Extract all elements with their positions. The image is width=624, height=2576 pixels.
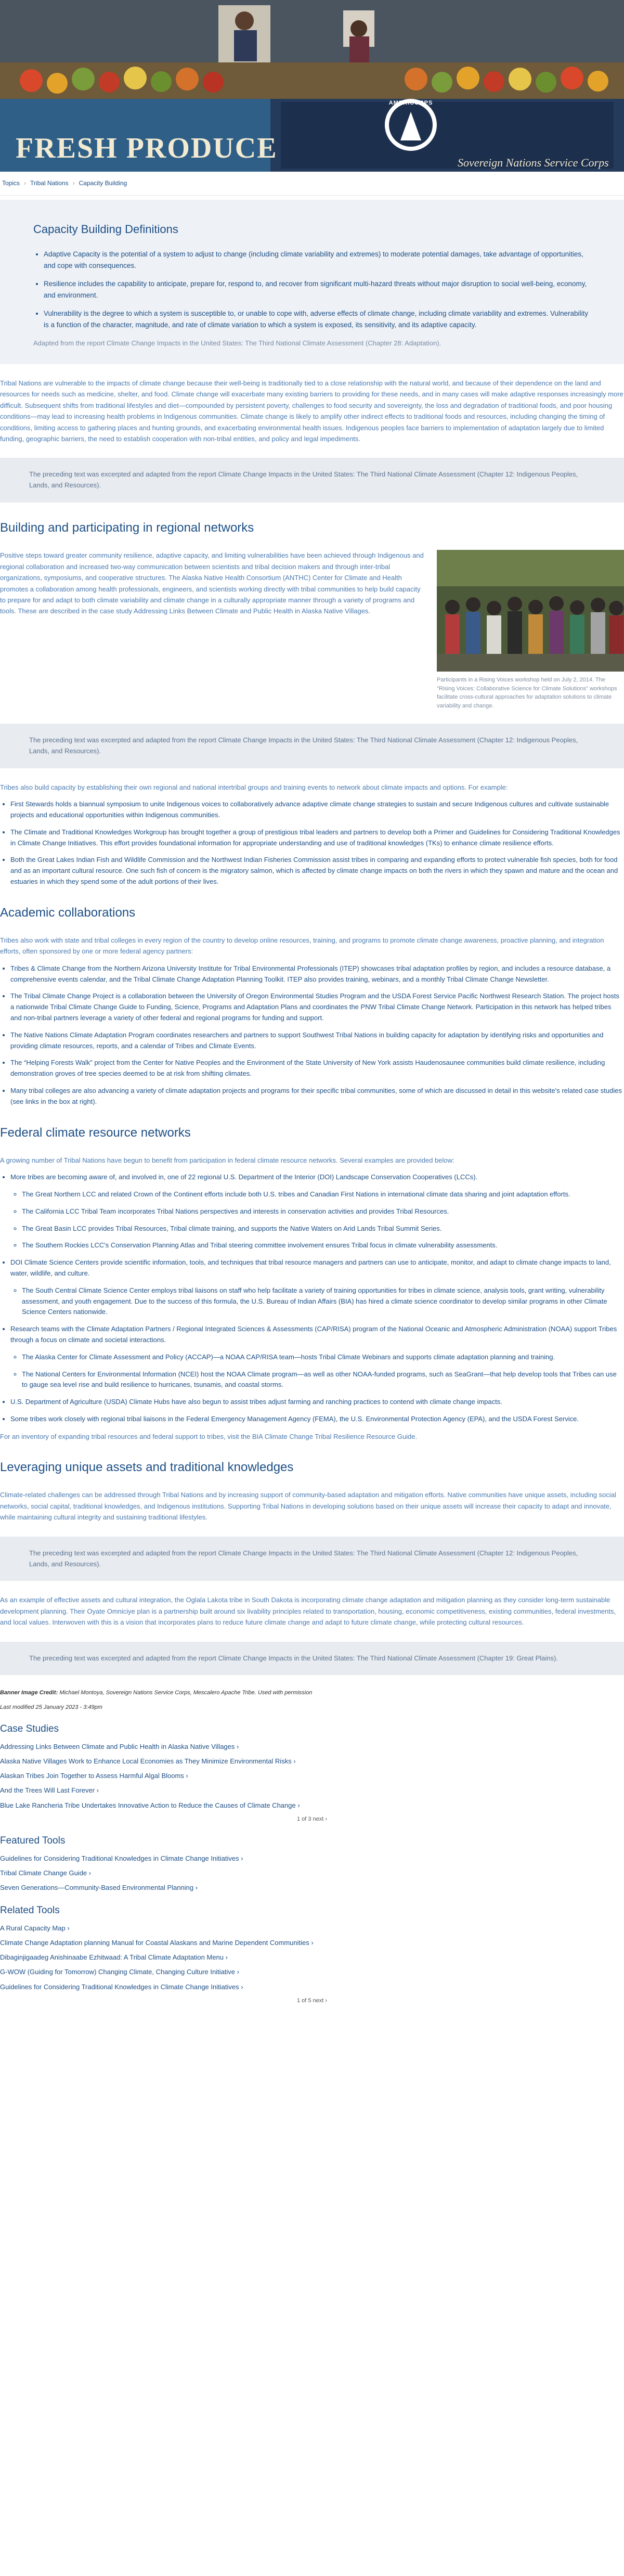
- related-tool-link[interactable]: Guidelines for Considering Traditional Knowledges in Climate Change Initiatives ›: [0, 1982, 243, 1991]
- regional-block: [0, 550, 624, 710]
- section-title-regional: Building and participating in regional networks: [0, 521, 254, 535]
- case-study-link[interactable]: Alaskan Tribes Join Together to Assess Harmful Algal Blooms ›: [0, 1772, 188, 1780]
- section-title-leveraging: Leveraging unique assets and traditional knowledges: [0, 1460, 294, 1475]
- definitions-title: Capacity Building Definitions: [33, 223, 178, 236]
- federal-list: [0, 1172, 624, 1425]
- list-item-text: DOI Climate Science Centers provide scientific information, tools, and techniques that tribal resource managers and partners can use to anticipate, monitor, and adapt to climate change impacts to land, water, wildlife, and culture.: [10, 1258, 611, 1278]
- academic-list: [0, 963, 624, 1107]
- list-item: [10, 1324, 624, 1390]
- breadcrumb: [0, 172, 624, 196]
- list-item-text: More tribes are becoming aware of, and involved in, one of 22 regional U.S. Department of the Interior (DOI) Landscape Conservation Cooperatives (LCCs).: [10, 1173, 478, 1181]
- list-item: • The Native Nations Climate Adaptation Program coordinates researchers and partners to support Southwest Tribal Nations in building capacity for adaptation by identifying risks and opportunities and providing climate resources, reports, and a calendar of Tribes and Climate Events.: [10, 1030, 624, 1052]
- case-study-link[interactable]: And the Trees Will Last Forever ›: [0, 1786, 99, 1795]
- intro-paragraph: Tribal Nations are vulnerable to the impacts of climate change because their well-being is traditionally tied to a close relationship with the natural world, and because of their dependence on the land and resources for needs such as medicine, shelter, and food. Climate change will exacerbate many existing barriers to providing for these needs, and in many cases will make adaptive responses increasingly more difficult. Subsequent shifts from traditional lifestyles and diet—compounded by persistent poverty, challenges to food security and sovereignty, the loss and degradation of traditional foods, and poor housing conditions—may lead to increasing health problems in Indigenous communities. Climate change is likely to amplify other indirect effects to traditional foods and resources, including changing the timing of conditions, limiting access to gathering places and hunting grounds, and exacerbating environmental health issues. Indigenous peoples face barriers to implementation of adaptation largely due to limited funding, geographic barriers, the need to establish cooperation with non-tribal entities, and policy and legal impediments.: [0, 379, 623, 443]
- breadcrumb-tribal-nations[interactable]: Tribal Nations: [30, 179, 69, 187]
- featured-tools-title: Featured Tools: [0, 1835, 66, 1846]
- sub-list-item: ◦ The Alaska Center for Climate Assessment and Policy (ACCAP)—a NOAA CAP/RISA team—hosts Tribal Climate Webinars and supports climate adaptation planning and training.: [22, 1352, 624, 1363]
- sub-list-item: ◦ The Great Northern LCC and related Crown of the Continent efforts include both U.S. tribes and Canadian First Nations in international climate data sharing and joint adaptation efforts.: [22, 1189, 624, 1200]
- list-item: • U.S. Department of Agriculture (USDA) Climate Hubs have also begun to assist tribes adjust farming and ranching practices to contend with climate change impacts.: [10, 1397, 624, 1408]
- main-content: [0, 200, 624, 2005]
- list-item: [10, 1257, 624, 1318]
- case-study-link[interactable]: Addressing Links Between Climate and Public Health in Alaska Native Villages ›: [0, 1742, 239, 1750]
- list-item-text: Research teams with the Climate Adaptation Partners / Regional Integrated Sciences & Assessments (CAP/RISA) program of the National Oceanic and Atmospheric Administration (NOAA) support Tribes through a focus on climate and societal interactions.: [10, 1325, 617, 1344]
- definitions-source: Adapted from the report Climate Change Impacts in the United States: The Third National Climate Assessment (Chapter 28: Adaptation).: [33, 339, 441, 347]
- section-title-federal: Federal climate resource networks: [0, 1125, 191, 1140]
- case-studies-pager[interactable]: 1 of 3 next ›: [296, 1815, 328, 1822]
- hero-sign-right: Sovereign Nations Service Corps: [458, 156, 609, 169]
- excerpt-note: The preceding text was excerpted and adapted from the report Climate Change Impacts in the United States: The Third National Climate Assessment (Chapter 12: Indigenous Peoples, Lands, and Resources).: [0, 1537, 624, 1581]
- case-studies-title: Case Studies: [0, 1723, 59, 1734]
- related-tools-pager[interactable]: 1 of 5 next ›: [296, 1997, 328, 2004]
- banner-credit-text: Michael Montoya, Sovereign Nations Service Corps, Mescalero Apache Tribe. Used with permission: [59, 1690, 313, 1696]
- list-item: • Both the Great Lakes Indian Fish and Wildlife Commission and the Northwest Indian Fisheries Commission assist tribes in comparing and expanding efforts to protect vulnerable fish species, both for food and as an important cultural resource. One such fish of concern is the migratory salmon, which is affected by climate change impacts on both the rivers in which they spawn and mature and the ocean and estuaries in which they spend some of the adult portions of their lives.: [10, 855, 624, 887]
- breadcrumb-separator: ›: [72, 179, 75, 187]
- case-study-link[interactable]: Alaska Native Villages Work to Enhance Local Economies as They Minimize Environmental Risks ›: [0, 1757, 296, 1766]
- workshop-caption: Participants in a Rising Voices workshop held on July 2, 2014. The "Rising Voices: Collaborative Science for Climate Solutions" workshops facilitate cross-cultural approaches for adaptation solutions to climate variability and change.: [437, 677, 617, 709]
- hero-seal-text: AMERICORPS: [388, 100, 433, 106]
- workshop-figure: [437, 550, 624, 710]
- definitions-box: [0, 200, 624, 364]
- sub-list-item: ◦ The Great Basin LCC provides Tribal Resources, Tribal climate training, and supports the Native Waters on Arid Lands Tribal Summit Series.: [22, 1223, 624, 1234]
- federal-intro: A growing number of Tribal Nations have begun to benefit from participation in federal climate resource networks. Several examples are provided below:: [0, 1156, 454, 1164]
- related-tool-link[interactable]: Dibaginjigaadeg Anishinaabe Ezhitwaad: A Tribal Climate Adaptation Menu ›: [0, 1953, 228, 1962]
- list-item: • First Stewards holds a biannual symposium to unite Indigenous voices to collaboratively advance adaptive climate change strategies to sustain and secure Indigenous cultures and cultivate sustainable projects and educational opportunities within Indigenous communities.: [10, 799, 624, 821]
- sub-list-item: ◦ The California LCC Tribal Team incorporates Tribal Nations perspectives and interests in conservation activities and provides Tribal Resources.: [22, 1206, 624, 1217]
- hero-sign-left: FRESH PRODUCE: [16, 132, 278, 164]
- case-studies: [0, 1721, 624, 2005]
- leveraging-text: Climate-related challenges can be addressed through Tribal Nations and by increasing support of community-based adaptation and mitigation efforts. Native communities have unique assets, including social networks, social capital, traditional knowledges, and Indigenous institutions. Supporting Tribal Nations in developing solutions based on their unique assets will increase their capacity to adapt and innovate, while maintaining cultural integrity and sustaining traditional lifestyles.: [0, 1491, 616, 1522]
- list-item: • The Tribal Climate Change Project is a collaboration between the University of Oregon Environmental Studies Program and the USDA Forest Service Pacific Northwest Research Station. The project hosts a nationwide Tribal Climate Change Guide to Funding, Science, Programs and Adaptation Plans and coordinates the PNW Tribal Climate Change Network. Participation in this network has helped tribes and non-tribal partners leverage a variety of other federal and regional programs for funding and support.: [10, 991, 624, 1023]
- workshop-photo: [437, 550, 624, 672]
- last-modified-date: 25 January 2023 - 3:49pm: [35, 1704, 102, 1710]
- last-modified-label: Last modified: [0, 1704, 34, 1710]
- sub-list-item: ◦ The National Centers for Environmental Information (NCEI) host the NOAA Climate program—as well as other NOAA-funded programs, such as SeaGrant—that help develop tools that Tribes can use to gauge sea level rise and build resilience to hurricanes, tsunamis, and coastal storms.: [22, 1369, 624, 1391]
- hero-banner: [0, 0, 624, 172]
- excerpt-note: The preceding text was excerpted and adapted from the report Climate Change Impacts in the United States: The Third National Climate Assessment (Chapter 19: Great Plains).: [0, 1642, 624, 1676]
- featured-tool-link[interactable]: Seven Generations—Community-Based Environmental Planning ›: [0, 1884, 198, 1892]
- definition-vulnerability: • Vulnerability is the degree to which a system is susceptible to, or unable to cope with, adverse effects of climate change, including climate variability and extremes. Vulnerability is a function of the character, magnitude, and rate of climate variation to which a system is exposed, its sensitivity, and its adaptive capacity.: [44, 308, 591, 330]
- regional-intro: Tribes also build capacity by establishing their own regional and national intertribal groups and training events to network about climate impacts and options. For example:: [0, 783, 508, 791]
- last-modified: [0, 1703, 624, 1712]
- excerpt-note: The preceding text was excerpted and adapted from the report Climate Change Impacts in the United States: The Third National Climate Assessment (Chapter 12: Indigenous Peoples, Lands, and Resources).: [0, 458, 624, 503]
- regional-text: Positive steps toward greater community resilience, adaptive capacity, and limiting vulnerabilities have been achieved through Indigenous and regional collaboration and increased two-way communication between scientists and tribal decision makers and through inter-tribal organizations, symposiums, and cooperative structures. The Alaska Native Health Consortium (ANTHC) Center for Climate and Health promotes a collaboration among health professionals, engineers, and scientists working directly with tribal communities to help build capacity to prepare for and adapt to both climate variability and climate change in a culturally appropriate manner through a variety of programs and tools. These are described in the case study Addressing Links Between Climate and Public Health in Alaska Native Villages.: [0, 551, 424, 615]
- related-tool-link[interactable]: G-WOW (Guiding for Tomorrow) Changing Climate, Changing Culture Initiative ›: [0, 1968, 239, 1976]
- featured-tool-link[interactable]: Guidelines for Considering Traditional Knowledges in Climate Change Initiatives ›: [0, 1854, 243, 1863]
- featured-tool-link[interactable]: Tribal Climate Change Guide ›: [0, 1869, 92, 1877]
- sub-list-item: ◦ The Southern Rockies LCC's Conservation Planning Atlas and Tribal steering committee involvement ensures Tribal focus in climate vulnerability assessments.: [22, 1240, 624, 1251]
- breadcrumb-separator: ›: [24, 179, 27, 187]
- banner-credit-label: Banner Image Credit:: [0, 1690, 58, 1696]
- breadcrumb-topics[interactable]: Topics: [2, 179, 20, 187]
- list-item: • Tribes & Climate Change from the Northern Arizona University Institute for Tribal Environmental Professionals (ITEP) showcases tribal adaptation profiles by region, and includes a resource database, a comprehensive events calendar, and the Tribal Climate Change Adaptation Planning Toolkit. ITEP also provides training, webinars, and a monthly Tribal Climate Change Newsletter.: [10, 963, 624, 985]
- banner-credit: [0, 1689, 624, 1697]
- definition-adaptive-capacity: • Adaptive Capacity is the potential of a system to adjust to change (including climate variability and extremes) to moderate potential damages, take advantage of opportunities, and cope with consequences.: [44, 249, 591, 271]
- definition-resilience: • Resilience includes the capability to anticipate, prepare for, respond to, and recover from significant multi-hazard threats without major disruption to social well-being, economy, and environment.: [44, 278, 591, 301]
- federal-outro: For an inventory of expanding tribal resources and federal support to tribes, visit the BIA Climate Change Tribal Resilience Resource Guide.: [0, 1432, 418, 1440]
- related-tool-link[interactable]: Climate Change Adaptation planning Manual for Coastal Alaskans and Marine Dependent Communities ›: [0, 1939, 314, 1947]
- related-tool-link[interactable]: A Rural Capacity Map ›: [0, 1924, 70, 1933]
- excerpt-note: The preceding text was excerpted and adapted from the report Climate Change Impacts in the United States: The Third National Climate Assessment (Chapter 12: Indigenous Peoples, Lands, and Resources).: [0, 724, 624, 768]
- list-item: • Many tribal colleges are also advancing a variety of climate adaptation projects and programs for their specific tribal communities, some of which are discussed in detail in this website's related case studies (see links in the box at right).: [10, 1086, 624, 1107]
- related-tools-title: Related Tools: [0, 1904, 60, 1916]
- breadcrumb-capacity-building[interactable]: Capacity Building: [79, 179, 127, 187]
- sub-list-item: ◦ The South Central Climate Science Center employs tribal liaisons on staff who help facilitate a variety of training opportunities for tribes in climate science, analysis tools, grant writing, vulnerability assessment, and youth engagement. Due to the success of this formula, the U.S. Bureau of Indian Affairs (BIA) has hired a climate science coordinator to develop similar programs in other Climate Science Centers nationwide.: [22, 1285, 624, 1318]
- regional-list: [0, 799, 624, 887]
- list-item: • The “Helping Forests Walk” project from the Center for Native Peoples and the Environment of the State University of New York assists Haudenosaunee communities build climate resilience, including demonstration groves of tree species deemed to be at risk from shifting climates.: [10, 1058, 624, 1079]
- section-title-academic: Academic collaborations: [0, 905, 136, 920]
- case-study-link[interactable]: Blue Lake Rancheria Tribe Undertakes Innovative Action to Reduce the Causes of Climate Change ›: [0, 1801, 300, 1809]
- academic-intro: Tribes also work with state and tribal colleges in every region of the country to develop online resources, training, and programs to promote climate change awareness, proactive planning, and integration efforts, often sponsored by one or more federal agency partners:: [0, 936, 604, 956]
- list-item: • The Climate and Traditional Knowledges Workgroup has brought together a group of prestigious tribal leaders and partners to develop both a Primer and Guidelines for Considering Traditional Knowledges in Climate Change Initiatives. This effort provides foundational information for appropriate understanding and use of traditional knowledges (TKs) to enhance climate resilience efforts.: [10, 827, 624, 849]
- list-item: • Some tribes work closely with regional tribal liaisons in the Federal Emergency Management Agency (FEMA), the U.S. Environmental Protection Agency (EPA), and the USDA Forest Service.: [10, 1414, 624, 1425]
- leveraging-text-2: As an example of effective assets and cultural integration, the Oglala Lakota tribe in South Dakota is incorporating climate change adaptation and mitigation planning as they consider long-term sustainable development planning. Their Oyate Omniciye plan is a partnership built around six livability principles related to transportation, housing, economic competitiveness, existing communities, federal investments, and local values. Interwoven with this is a vision that incorporates plans to reduce future climate change and adapt to future climate change, while protecting cultural resources.: [0, 1596, 616, 1627]
- list-item: [10, 1172, 624, 1251]
